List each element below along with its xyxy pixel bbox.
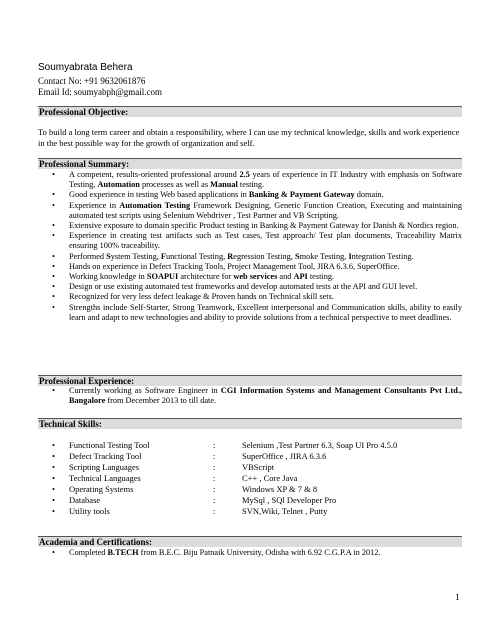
list-item: [38, 170, 462, 190]
list-item-text: Working knowledge in SOAPUI architecture for web services and API testing.: [69, 272, 335, 282]
skill-separator: :: [213, 495, 216, 505]
list-item: [38, 548, 462, 558]
skills-table: [52, 440, 462, 517]
objective-heading: Professional Objective:: [38, 106, 462, 117]
list-item-text: Experience in creating test artifacts such as Test cases, Test approach/ Test plan documents, Traceability Matrix ensuring 100% traceability.: [69, 231, 462, 251]
skill-value: SuperOffice , JIRA 6.3.6: [242, 451, 327, 461]
skill-value: Windows XP & 7 & 8: [242, 484, 318, 494]
bullet-icon: •: [52, 282, 55, 292]
list-item: [38, 386, 462, 406]
skill-category: Utility tools: [69, 506, 110, 516]
bullet-icon: •: [52, 473, 55, 483]
summary-list: [38, 170, 462, 323]
skill-category: Database: [69, 495, 101, 505]
skill-category: Scripting Languages: [69, 462, 140, 472]
skill-category: Functional Testing Tool: [69, 440, 150, 450]
skill-value: MySql , SQl Developer Pro: [242, 495, 337, 505]
list-item: [38, 190, 462, 200]
bullet-icon: •: [52, 251, 55, 261]
bullet-icon: •: [52, 386, 55, 395]
list-item-text: Experience in Automation Testing Framework Designing, Generic Function Creation, Executing and maintaining automated test scripts using Selenium Webdriver , Test Partner and VB Scripting.: [69, 200, 462, 220]
list-item: [38, 221, 462, 231]
list-item: [38, 231, 462, 251]
skill-value: SVN,Wiki, Telnet , Putty: [242, 506, 328, 516]
list-item-text: A competent, results-oriented professional around 2.5 years of experience in IT Industry with emphasis on Software Testing, Automation processes as well as Manual testing.: [69, 170, 462, 190]
skill-category: Defect Tracking Tool: [69, 451, 142, 461]
skill-value: Selenium ,Test Partner 6.3, Soap UI Pro 4.5.0: [242, 440, 398, 450]
academia-heading: Academia and Certifications:: [38, 536, 462, 547]
list-item: [38, 252, 462, 262]
bullet-icon: •: [52, 484, 55, 494]
contact-block: [38, 76, 162, 98]
list-item-text: Currently working as Software Engineer in CGI Information Systems and Management Consultants Pvt Ltd., Bangalore from December 2013 to till date.: [69, 386, 462, 406]
bullet-icon: •: [52, 506, 55, 516]
skill-separator: :: [213, 484, 216, 494]
bullet-icon: •: [52, 451, 55, 461]
experience-list: [38, 386, 462, 406]
bullet-icon: •: [52, 302, 55, 312]
list-item: [38, 201, 462, 221]
list-item: [38, 292, 462, 302]
list-item-text: Recognized for very less defect leakage & Proven hands on Technical skill sets.: [69, 292, 334, 302]
experience-heading: Professional Experience:: [38, 375, 462, 386]
skills-heading: Technical Skills:: [38, 418, 462, 429]
skill-separator: :: [213, 462, 216, 472]
list-item-text: Completed B.TECH from B.E.C. Biju Patnaik University, Odisha with 6.92 C.G.P.A in 2012.: [69, 548, 381, 557]
academia-list: [38, 548, 462, 558]
list-item-text: Performed System Testing, Functional Testing, Regression Testing, Smoke Testing, Integration Testing.: [69, 251, 414, 261]
bullet-icon: •: [52, 548, 55, 557]
email-address: Email Id: soumyabph@gmail.com: [38, 87, 163, 97]
skill-separator: :: [213, 440, 216, 450]
contact-number: Contact No: +91 9632061876: [38, 76, 146, 86]
skill-value: C++ , Core Java: [242, 473, 298, 483]
skill-row: [52, 484, 462, 495]
list-item: [38, 272, 462, 282]
bullet-icon: •: [52, 495, 55, 505]
skill-row: [52, 462, 462, 473]
skill-category: Operating Systems: [69, 484, 134, 494]
list-item: [38, 262, 462, 272]
bullet-icon: •: [52, 221, 55, 231]
list-item: [38, 303, 462, 323]
bullet-icon: •: [52, 462, 55, 472]
summary-heading: Professional Summary:: [38, 158, 462, 169]
bullet-icon: •: [52, 440, 55, 450]
bullet-icon: •: [52, 190, 55, 200]
skill-separator: :: [213, 451, 216, 461]
bullet-icon: •: [52, 261, 55, 271]
list-item-text: Strengths include Self-Starter, Strong Teamwork, Excellent interpersonal and Communication skills, ability to easily learn and adapt to new technologies and ability to provide solutions from a technical perspective to meet deadlines.: [69, 302, 462, 322]
objective-text: To build a long term career and obtain a responsibility, where I can use my technical knowledge, skills and work experience in the best possible way for the growth of organization and self.: [38, 127, 460, 148]
bullet-icon: •: [52, 200, 55, 210]
skill-row: [52, 473, 462, 484]
list-item-text: Design or use existing automated test frameworks and develop automated tests at the API and GUI level.: [69, 282, 418, 292]
list-item-text: Good experience in testing Web based applications in Banking & Payment Gateway domain.: [69, 190, 384, 200]
skill-row: [52, 506, 462, 517]
bullet-icon: •: [52, 170, 55, 179]
bullet-icon: •: [52, 272, 55, 282]
skill-category: Technical Languages: [69, 473, 141, 483]
list-item-text: Extensive exposure to domain specific Product testing in Banking & Payment Gateway for Danish & Nordics region.: [69, 221, 459, 231]
list-item-text: Hands on experience in Defect Tracking Tools, Project Management Tool, JIRA 6.3.6, SuperOffice.: [69, 261, 400, 271]
skill-row: [52, 495, 462, 506]
skill-separator: :: [213, 473, 216, 483]
skill-separator: :: [213, 506, 216, 516]
skill-value: VBScript: [242, 462, 275, 472]
candidate-name: Soumyabrata Behera: [38, 62, 133, 73]
bullet-icon: •: [52, 231, 55, 241]
page-number: 1: [455, 592, 460, 602]
skill-row: [52, 440, 462, 451]
bullet-icon: •: [52, 292, 55, 302]
skill-row: [52, 451, 462, 462]
list-item: [38, 282, 462, 292]
